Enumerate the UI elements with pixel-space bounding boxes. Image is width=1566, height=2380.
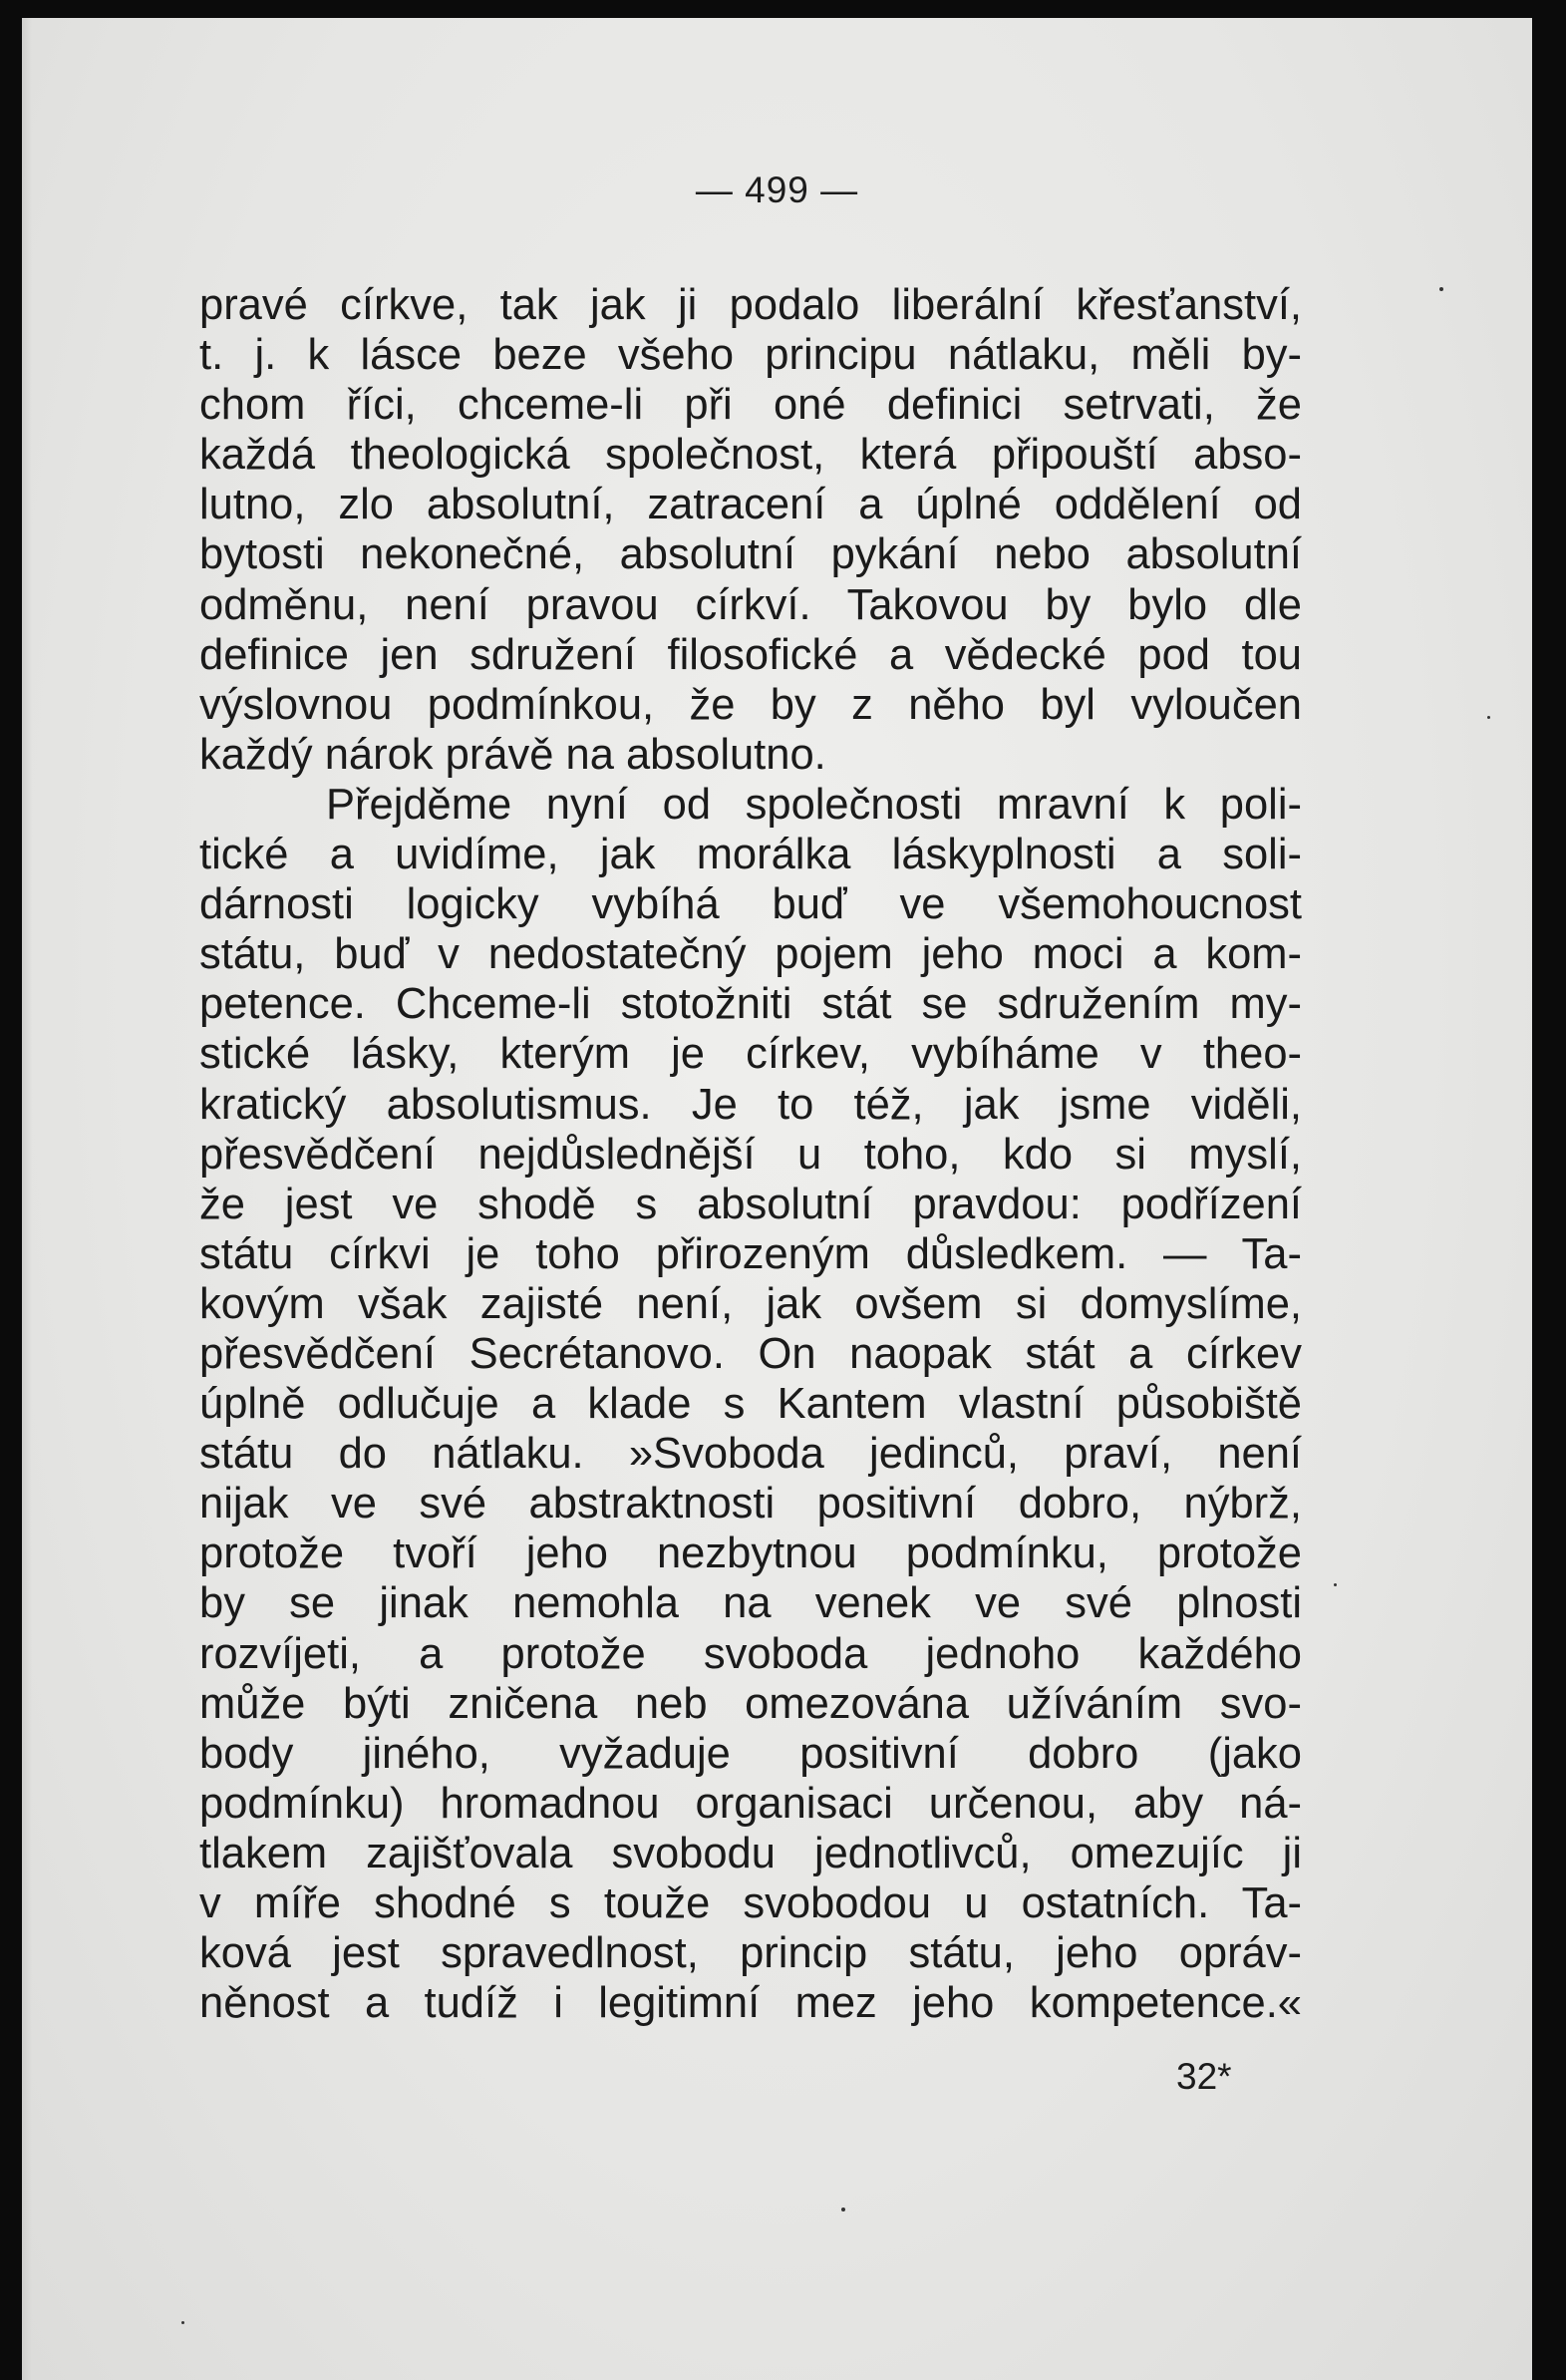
text-line: úplně odlučuje a klade s Kantem vlastní působiště: [199, 1380, 1302, 1429]
body-text: [199, 280, 1302, 2028]
scan-speck: [1334, 1583, 1337, 1586]
text-line: v míře shodné s touže svobodou u ostatních. Ta-: [199, 1879, 1302, 1927]
text-line: tlakem zajišťovala svobodu jednotlivců, omezujíc ji: [199, 1829, 1302, 1877]
text-line: přesvědčení Secrétanovo. On naopak stát a církev: [199, 1329, 1302, 1378]
signature-mark: 32*: [1176, 2056, 1232, 2097]
text-line: státu do nátlaku. »Svoboda jedinců, praví, není: [199, 1430, 1302, 1479]
text-line: dárnosti logicky vybíhá buď ve všemohoucnost: [199, 880, 1302, 929]
text-line: tické a uvidíme, jak morálka láskyplnosti a soli-: [199, 831, 1302, 879]
paragraph-start-line: Přejděme nyní od společnosti mravní k poli-: [326, 780, 1302, 829]
text-line: ková jest spravedlnost, princip státu, jeho opráv-: [199, 1929, 1302, 1978]
text-line: petence. Chceme-li stotožniti stát se sdružením my-: [199, 980, 1302, 1029]
scan-speck: [181, 2321, 184, 2324]
scan-speck: [1439, 287, 1443, 291]
text-line: lutno, zlo absolutní, zatracení a úplné oddělení od: [199, 481, 1302, 529]
text-line: odměnu, není pravou církví. Takovou by bylo dle: [199, 580, 1302, 629]
text-line: definice jen sdružení filosofické a vědecké pod tou: [199, 630, 1302, 679]
text-line: stické lásky, kterým je církev, vybíháme v theo-: [199, 1030, 1302, 1079]
text-line: státu, buď v nedostatečný pojem jeho moci a kom-: [199, 930, 1302, 979]
text-line: podmínku) hromadnou organisaci určenou, aby ná-: [199, 1779, 1302, 1828]
text-line: výslovnou podmínkou, že by z něho byl vyloučen: [199, 680, 1302, 729]
text-line: protože tvoří jeho nezbytnou podmínku, protože: [199, 1530, 1302, 1578]
text-line: pravé církve, tak jak ji podalo liberální křesťanství,: [199, 281, 1302, 329]
text-line: kratický absolutismus. Je to též, jak jsme viděli,: [199, 1080, 1302, 1129]
text-line: státu církvi je toho přirozeným důsledkem. — Ta-: [199, 1229, 1302, 1278]
page-edge-shadow: [22, 18, 32, 2380]
text-line: že jest ve shodě s absolutní pravdou: podřízení: [199, 1180, 1302, 1228]
scan-speck: [1487, 716, 1490, 719]
paragraph-end-line: každý nárok právě na absolutno.: [199, 730, 826, 779]
text-line: nijak ve své abstraktnosti positivní dobro, nýbrž,: [199, 1480, 1302, 1529]
text-line: by se jinak nemohla na venek ve své plnosti: [199, 1579, 1302, 1628]
text-line: každá theologická společnost, která připouští abso-: [199, 431, 1302, 480]
text-line: body jiného, vyžaduje positivní dobro (jako: [199, 1729, 1302, 1778]
text-line: t. j. k lásce beze všeho principu nátlaku, měli by-: [199, 331, 1302, 380]
text-line: rozvíjeti, a protože svoboda jednoho každého: [199, 1629, 1302, 1678]
text-line: přesvědčení nejdůslednější u toho, kdo si myslí,: [199, 1130, 1302, 1179]
book-page: [22, 18, 1532, 2380]
scan-speck: [841, 2208, 845, 2211]
text-line: bytosti nekonečné, absolutní pykání nebo absolutní: [199, 530, 1302, 579]
text-line: kovým však zajisté není, jak ovšem si domyslíme,: [199, 1279, 1302, 1328]
page-number: — 499 —: [695, 170, 859, 210]
text-line: něnost a tudíž i legitimní mez jeho kompetence.«: [199, 1979, 1302, 2028]
text-line: chom říci, chceme-li při oné definici setrvati, že: [199, 381, 1302, 430]
text-line: může býti zničena neb omezována užíváním svo-: [199, 1679, 1302, 1728]
